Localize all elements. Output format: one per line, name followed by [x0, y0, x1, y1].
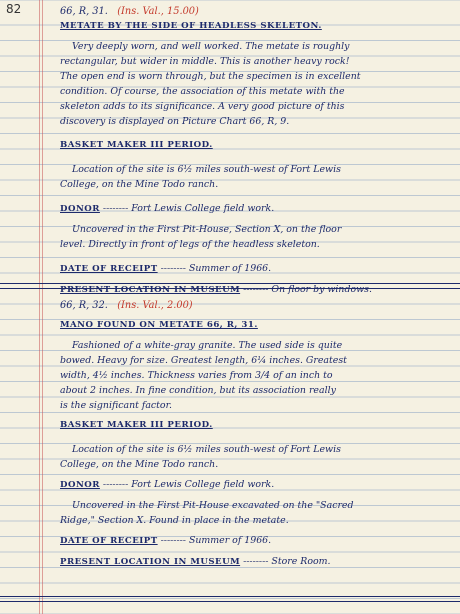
catalog-entry	[60, 298, 448, 570]
description-line: skeleton adds to its significance. A very good picture of this	[60, 101, 345, 112]
margin-rule-inner	[42, 0, 43, 614]
catalog-number: 66, R, 31.	[60, 6, 108, 17]
donor-row: DONOR -------- Fort Lewis College field work.	[60, 479, 275, 490]
description-line: The open end is worn through, but the specimen is in excellent	[60, 71, 361, 82]
donor-label: DONOR	[60, 480, 100, 490]
donor-row: DONOR -------- Fort Lewis College field work.	[60, 203, 275, 214]
present-location-value: On floor by windows.	[271, 284, 372, 295]
description-line: rectangular, but wider in middle. This is another heavy rock!	[60, 56, 350, 67]
description-line: Very deeply worn, and well worked. The metate is roughly	[72, 41, 350, 52]
catalog-number: 66, R, 32.	[60, 300, 108, 311]
description-line: is the significant factor.	[60, 400, 172, 411]
donor-value: Fort Lewis College field work.	[131, 203, 275, 214]
location-line: College, on the Mine Todo ranch.	[60, 179, 219, 190]
uncovered-line: Uncovered in the First Pit-House excavated on the "Sacred	[72, 500, 354, 511]
entry-divider	[0, 283, 460, 289]
present-location-row: PRESENT LOCATION IN MUSEUM -------- Store Room.	[60, 556, 331, 567]
entry-header	[60, 4, 448, 19]
receipt-row: DATE OF RECEIPT -------- Summer of 1966.	[60, 535, 272, 546]
donor-value: Fort Lewis College field work.	[131, 479, 275, 490]
page-number: 82	[6, 2, 22, 16]
receipt-label: DATE OF RECEIPT	[60, 536, 158, 546]
description-line: condition. Of course, the association of this metate with the	[60, 86, 345, 97]
receipt-label: DATE OF RECEIPT	[60, 264, 158, 274]
period-label: BASKET MAKER III PERIOD.	[60, 140, 213, 150]
present-location-value: Store Room.	[271, 556, 331, 567]
location-line: Location of the site is 6½ miles south-west of Fort Lewis	[72, 164, 341, 175]
entry-title: METATE BY THE SIDE OF HEADLESS SKELETON.	[60, 21, 322, 31]
description-line: Fashioned of a white-gray granite. The used side is quite	[72, 340, 343, 351]
donor-label: DONOR	[60, 204, 100, 214]
period-label: BASKET MAKER III PERIOD.	[60, 420, 213, 430]
insured-value: (Ins. Val., 2.00)	[117, 300, 193, 311]
uncovered-line: level. Directly in front of legs of the headless skeleton.	[60, 239, 320, 250]
entry-header	[60, 298, 448, 313]
description-line: about 2 inches. In fine condition, but its association really	[60, 385, 336, 396]
catalog-entry	[60, 4, 448, 298]
location-line: Location of the site is 6½ miles south-west of Fort Lewis	[72, 444, 341, 455]
present-location-label: PRESENT LOCATION IN MUSEUM	[60, 285, 241, 295]
margin-rule	[39, 0, 40, 614]
entry-title: MANO FOUND ON METATE 66, R, 31.	[60, 320, 258, 330]
insured-value: (Ins. Val., 15.00)	[117, 6, 199, 17]
present-location-label: PRESENT LOCATION IN MUSEUM	[60, 557, 241, 567]
uncovered-line: Uncovered in the First Pit-House, Section X, on the floor	[72, 224, 342, 235]
description-line: width, 4½ inches. Thickness varies from 3/4 of an inch to	[60, 370, 333, 381]
description-line: bowed. Heavy for size. Greatest length, 6¼ inches. Greatest	[60, 355, 347, 366]
receipt-value: Summer of 1966.	[188, 535, 272, 546]
uncovered-line: Ridge," Section X. Found in place in the metate.	[60, 515, 289, 526]
location-line: College, on the Mine Todo ranch.	[60, 459, 219, 470]
present-location-row: PRESENT LOCATION IN MUSEUM -------- On floor by windows.	[60, 284, 372, 295]
receipt-value: Summer of 1966.	[188, 263, 272, 274]
description-line: discovery is displayed on Picture Chart 66, R, 9.	[60, 116, 290, 127]
page-bottom-rule	[0, 596, 460, 602]
receipt-row: DATE OF RECEIPT -------- Summer of 1966.	[60, 263, 272, 274]
